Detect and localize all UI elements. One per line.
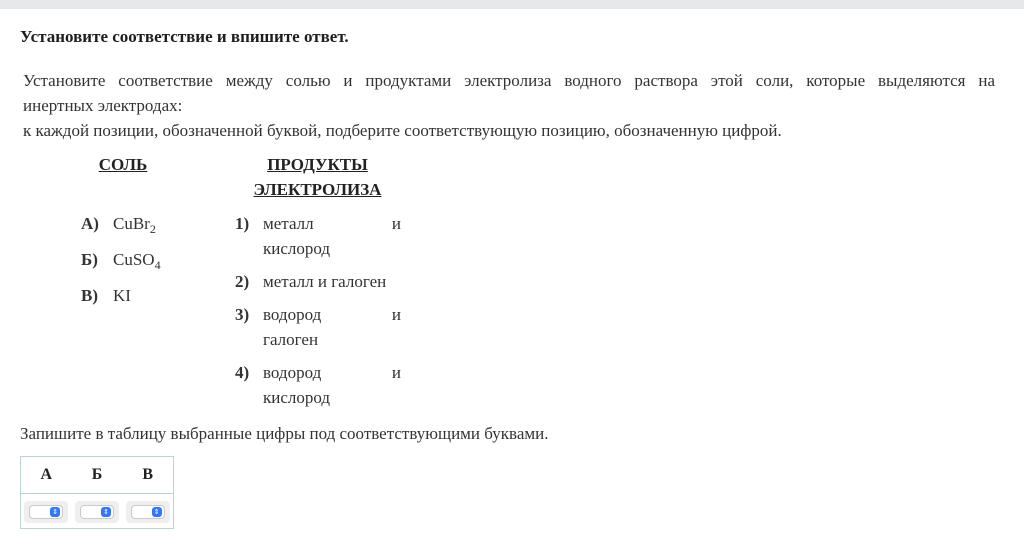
- chevron-up-down-icon: ⇕: [101, 507, 111, 517]
- product-number: 2): [235, 272, 250, 291]
- task-text: [23, 68, 995, 143]
- product-number: 1): [235, 214, 250, 233]
- answer-prompt: Запишите в таблицу выбранные цифры под соответствующими буквами.: [20, 424, 549, 443]
- answer-select-v[interactable]: [126, 501, 170, 523]
- salt-letter: Б): [81, 250, 98, 269]
- answer-column-a: А: [40, 466, 53, 483]
- product-item-3: [235, 302, 401, 352]
- product-text-line-2: кислород: [263, 239, 331, 258]
- answer-column-b: Б: [91, 466, 103, 483]
- top-bar: [0, 0, 1024, 9]
- answer-table-header: [21, 457, 173, 494]
- select-box[interactable]: [29, 505, 63, 519]
- salt-formula-subscript: 2: [149, 222, 156, 236]
- select-box[interactable]: [131, 505, 165, 519]
- answer-column-v: В: [142, 466, 154, 483]
- salt-item-v: [81, 283, 131, 308]
- answer-cell-a: [21, 501, 72, 523]
- answer-table: [20, 456, 174, 529]
- answer-cell-b: [72, 501, 123, 523]
- salt-item-b: [81, 247, 161, 272]
- select-box[interactable]: [80, 505, 114, 519]
- answer-select-a[interactable]: [24, 501, 68, 523]
- product-item-4: [235, 360, 401, 410]
- product-text-line-1: водород и: [263, 305, 401, 324]
- task-text-line-1: Установите соответствие между солью и продуктами электролиза водного раствора этой соли, которые выделяются на: [23, 71, 995, 90]
- salt-formula-subscript: 4: [154, 258, 161, 272]
- task-text-line-3: к каждой позиции, обозначенной буквой, подберите соответствующую позицию, обозначенную цифрой.: [23, 121, 782, 140]
- salt-column-header: СОЛЬ: [98, 155, 148, 174]
- product-text-line-1: металл и галоген: [263, 272, 387, 291]
- product-number: 3): [235, 305, 250, 324]
- product-text-line-2: галоген: [263, 330, 319, 349]
- product-text-line-1: металл и: [263, 214, 401, 233]
- salt-letter: В): [81, 286, 98, 305]
- product-number: 4): [235, 363, 250, 382]
- task-heading: Установите соответствие и впишите ответ.: [20, 27, 349, 46]
- answer-select-b[interactable]: [75, 501, 119, 523]
- salt-letter: А): [81, 214, 99, 233]
- salt-item-a: [81, 211, 156, 236]
- salt-formula: CuBr: [113, 214, 150, 233]
- salt-formula: KI: [113, 286, 131, 305]
- chevron-up-down-icon: ⇕: [50, 507, 60, 517]
- products-header-line-1: ПРОДУКТЫ: [267, 155, 368, 174]
- salt-formula: CuSO: [113, 250, 155, 269]
- products-column-header: [240, 152, 395, 202]
- answer-table-row: [21, 494, 173, 530]
- answer-cell-v: [122, 501, 173, 523]
- product-text-line-2: кислород: [263, 388, 331, 407]
- chevron-up-down-icon: ⇕: [152, 507, 162, 517]
- product-text-line-1: водород и: [263, 363, 401, 382]
- products-header-line-2: ЭЛЕКТРОЛИЗА: [253, 180, 382, 199]
- product-item-1: [235, 211, 401, 261]
- product-item-2: [235, 269, 401, 294]
- task-text-line-2: инертных электродах:: [23, 96, 183, 115]
